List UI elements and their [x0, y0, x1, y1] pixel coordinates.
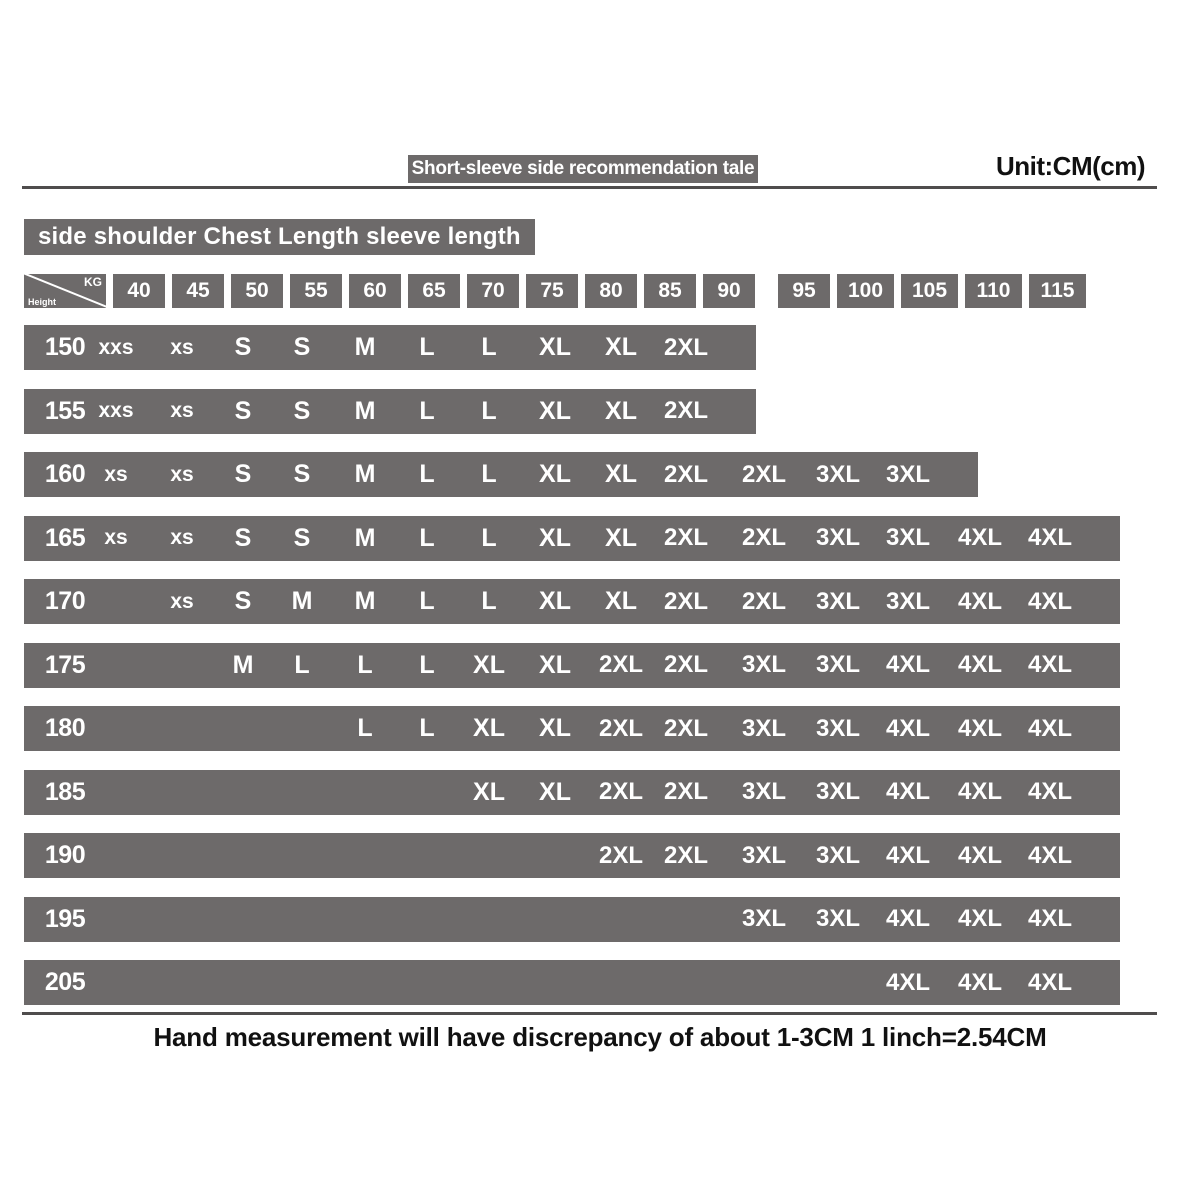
row-cells — [106, 452, 978, 497]
size-cell: L — [481, 587, 497, 615]
size-cell: 2XL — [663, 460, 708, 488]
row-label-height: 180 — [44, 714, 86, 742]
size-cell: 3XL — [885, 460, 930, 488]
size-cell: 4XL — [957, 587, 1002, 615]
size-cell: 2XL — [741, 587, 786, 615]
size-cell: XL — [539, 650, 571, 679]
weight-header-cell: 40 — [113, 274, 165, 308]
row-label-height: 185 — [44, 777, 86, 806]
size-cell: 3XL — [741, 651, 786, 678]
size-cell: XL — [539, 523, 571, 552]
row-label-height: 160 — [44, 460, 86, 488]
size-cell: L — [481, 333, 497, 361]
size-cell: XL — [473, 650, 505, 679]
size-cell: M — [354, 396, 376, 425]
row-cells — [106, 579, 1120, 624]
bottom-divider — [22, 1012, 1157, 1015]
weight-header-cell: 55 — [290, 274, 342, 308]
weight-header-cell: 80 — [585, 274, 637, 308]
row-label-height: 190 — [44, 841, 86, 869]
size-cell: S — [293, 460, 311, 488]
size-cell: 4XL — [885, 841, 930, 869]
chart-title: Short-sleeve side recommendation tale — [408, 155, 758, 183]
weight-header-cell: 50 — [231, 274, 283, 308]
row-cells — [98, 389, 756, 434]
axis-label-height: Height — [28, 297, 56, 307]
size-cell: 4XL — [1027, 778, 1072, 805]
size-cell: L — [419, 523, 435, 552]
row-label-height: 165 — [44, 523, 86, 552]
size-cell: 3XL — [815, 841, 860, 869]
size-cell: L — [357, 650, 373, 679]
table-row — [24, 389, 756, 434]
size-cell: 3XL — [885, 587, 930, 615]
size-cell: 2XL — [598, 778, 643, 805]
size-cell: 4XL — [1027, 651, 1072, 678]
size-cell: xs — [170, 462, 194, 486]
size-cell: L — [419, 460, 435, 488]
row-cells — [106, 897, 1120, 942]
size-cell: S — [293, 333, 311, 361]
table-row — [24, 897, 1120, 942]
size-cell: xs — [104, 526, 128, 549]
size-cell: 3XL — [815, 524, 860, 551]
size-cell: xs — [170, 399, 194, 422]
size-cell: L — [419, 333, 435, 361]
size-cell: L — [419, 587, 435, 615]
size-cell: 4XL — [1027, 841, 1072, 869]
size-cell: XL — [539, 777, 571, 806]
size-cell: 3XL — [815, 651, 860, 678]
size-cell: 2XL — [741, 460, 786, 488]
weight-header-cell: 70 — [467, 274, 519, 308]
size-cell: XL — [473, 714, 505, 742]
size-cell: M — [354, 587, 376, 615]
size-cell: 3XL — [885, 524, 930, 551]
size-cell: S — [234, 396, 252, 425]
size-cell: 2XL — [598, 841, 643, 869]
chart-subtitle: side shoulder Chest Length sleeve length — [24, 219, 535, 255]
table-row — [24, 516, 1120, 561]
size-cell: 3XL — [815, 460, 860, 488]
row-label-height: 155 — [44, 396, 86, 425]
size-cell: S — [234, 333, 252, 361]
size-cell: 2XL — [663, 651, 708, 678]
size-cell: L — [481, 460, 497, 488]
size-cell: xs — [170, 335, 194, 359]
footnote: Hand measurement will have discrepancy of about 1-3CM 1 linch=2.54CM — [153, 1022, 1047, 1052]
size-cell: S — [234, 587, 252, 615]
weight-header-cell: 95 — [778, 274, 830, 308]
size-cell: 2XL — [663, 778, 708, 805]
table-row — [24, 706, 1120, 751]
size-cell: L — [419, 714, 435, 742]
size-cell: XL — [539, 333, 571, 361]
size-cell: xs — [104, 462, 128, 486]
weight-header-cell: 60 — [349, 274, 401, 308]
table-row — [24, 960, 1120, 1005]
size-cell: M — [291, 587, 313, 615]
size-cell: 4XL — [885, 714, 930, 742]
size-cell: M — [354, 460, 376, 488]
size-cell: 4XL — [1027, 587, 1072, 615]
size-cell: 4XL — [957, 841, 1002, 869]
size-cell: 2XL — [598, 651, 643, 678]
size-cell: M — [354, 523, 376, 552]
row-label-height: 205 — [44, 968, 86, 996]
weight-header-cell: 105 — [901, 274, 958, 308]
size-cell: XL — [539, 714, 571, 742]
weight-header-cell: 115 — [1029, 274, 1086, 308]
table-row — [24, 452, 978, 497]
size-cell: L — [419, 650, 435, 679]
size-cell: S — [293, 396, 311, 425]
size-cell: 3XL — [741, 714, 786, 742]
size-cell: L — [357, 714, 373, 742]
size-cell: 2XL — [663, 397, 708, 424]
row-cells — [106, 516, 1120, 561]
row-cells — [106, 706, 1120, 751]
size-cell: 2XL — [663, 587, 708, 615]
size-cell: xs — [170, 526, 194, 549]
row-label-height: 170 — [44, 587, 86, 615]
size-cell: 4XL — [957, 968, 1002, 996]
size-cell: 3XL — [815, 587, 860, 615]
size-cell: XL — [605, 460, 637, 488]
weight-header-cell: 110 — [965, 274, 1022, 308]
size-cell: xxs — [98, 335, 134, 359]
axis-corner-cell — [24, 274, 106, 308]
unit-label: Unit:CM(cm) — [995, 151, 1145, 181]
size-cell: 4XL — [885, 651, 930, 678]
size-cell: 4XL — [1027, 968, 1072, 996]
size-cell: L — [481, 396, 497, 425]
size-cell: M — [354, 333, 376, 361]
weight-header-cell: 85 — [644, 274, 696, 308]
size-cell: 2XL — [663, 524, 708, 551]
size-cell: L — [294, 650, 310, 679]
size-cell: L — [419, 396, 435, 425]
size-cell: 4XL — [1027, 714, 1072, 742]
table-row — [24, 579, 1120, 624]
weight-header-row — [24, 274, 1093, 308]
size-cell: 3XL — [815, 905, 860, 932]
size-cell: XL — [605, 523, 637, 552]
size-cell: 4XL — [957, 714, 1002, 742]
size-cell: 2XL — [663, 333, 708, 361]
row-cells — [106, 643, 1120, 688]
size-cell: 2XL — [663, 841, 708, 869]
size-cell: XL — [605, 333, 637, 361]
table-row — [24, 833, 1120, 878]
size-cell: XL — [605, 587, 637, 615]
size-cell: 4XL — [957, 778, 1002, 805]
size-cell: M — [232, 650, 254, 679]
row-label-height: 150 — [44, 333, 86, 361]
size-cell: 4XL — [957, 651, 1002, 678]
size-cell: xxs — [98, 399, 134, 422]
size-cell: L — [481, 523, 497, 552]
weight-header-cell: 100 — [837, 274, 894, 308]
size-cell: 3XL — [741, 841, 786, 869]
size-cell: XL — [539, 396, 571, 425]
row-cells — [106, 833, 1120, 878]
size-cell: xs — [170, 589, 194, 613]
size-cell: 4XL — [1027, 905, 1072, 932]
size-cell: 4XL — [1027, 524, 1072, 551]
size-cell: XL — [539, 460, 571, 488]
table-row — [24, 770, 1120, 815]
size-cell: 3XL — [741, 905, 786, 932]
row-label-height: 175 — [44, 650, 86, 679]
size-cell: 2XL — [741, 524, 786, 551]
table-row — [24, 325, 756, 370]
size-cell: 4XL — [957, 524, 1002, 551]
axis-label-kg: KG — [84, 275, 102, 289]
size-cell: XL — [539, 587, 571, 615]
size-cell: XL — [605, 396, 637, 425]
row-cells — [106, 960, 1120, 1005]
row-cells — [106, 770, 1120, 815]
weight-header-cell: 75 — [526, 274, 578, 308]
size-cell: S — [293, 523, 311, 552]
weight-header-cell: 90 — [703, 274, 755, 308]
size-cell: 3XL — [815, 778, 860, 805]
row-cells — [98, 325, 756, 370]
size-cell: S — [234, 460, 252, 488]
size-cell: S — [234, 523, 252, 552]
size-cell: 4XL — [885, 968, 930, 996]
size-cell: 2XL — [663, 714, 708, 742]
size-cell: 3XL — [741, 778, 786, 805]
table-row — [24, 643, 1120, 688]
size-cell: 4XL — [957, 905, 1002, 932]
weight-header-cell: 65 — [408, 274, 460, 308]
row-label-height: 195 — [44, 904, 86, 933]
top-divider — [22, 186, 1157, 189]
size-cell: 4XL — [885, 778, 930, 805]
weight-header-cell: 45 — [172, 274, 224, 308]
size-cell: XL — [473, 777, 505, 806]
size-cell: 3XL — [815, 714, 860, 742]
size-cell: 4XL — [885, 905, 930, 932]
size-cell: 2XL — [598, 714, 643, 742]
